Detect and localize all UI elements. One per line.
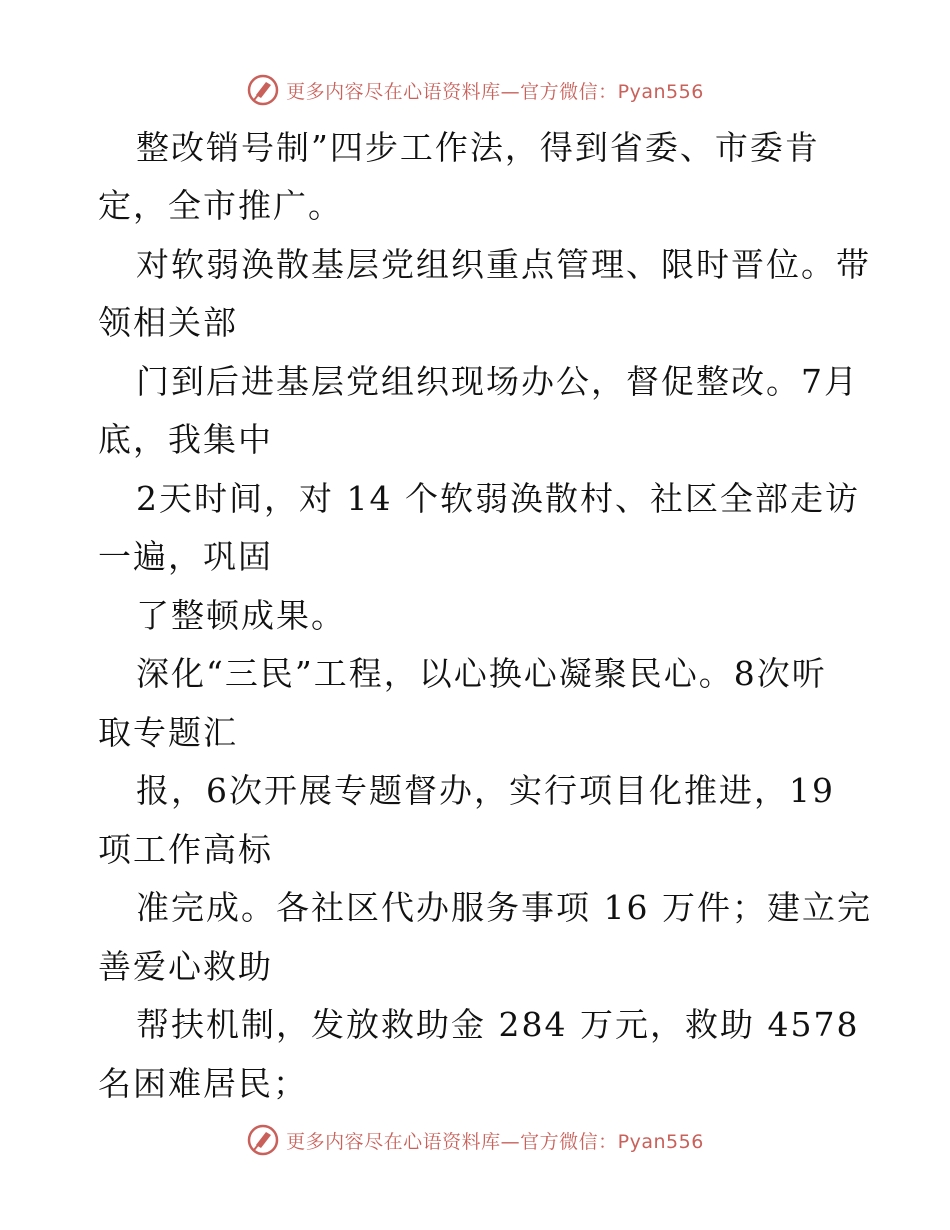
text-line: 定，全市推广。 [98, 186, 343, 225]
text-line: 善爱心救助 [98, 947, 273, 986]
watermark-text: 更多内容尽在心语资料库—官方微信：Pyan556 [286, 80, 704, 103]
text-line: 一遍，巩固 [98, 537, 273, 576]
text-line: 准完成。各社区代办服务事项 16 万件；建立完 [136, 888, 872, 927]
text-line: 门到后进基层党组织现场办公，督促整改。7月 [136, 362, 859, 401]
text-line: 帮扶机制，发放救助金 284 万元，救助 4578 [136, 1005, 860, 1044]
logo-icon [246, 1123, 280, 1157]
text-line: 领相关部 [98, 303, 238, 342]
text-line: 名困难居民； [98, 1064, 308, 1103]
text-line: 底，我集中 [98, 420, 273, 459]
logo-icon [246, 73, 280, 107]
watermark-text: 更多内容尽在心语资料库—官方微信：Pyan556 [286, 1130, 704, 1153]
text-line: 整改销号制”四步工作法，得到省委、市委肯 [136, 128, 820, 167]
text-line: 报，6次开展专题督办，实行项目化推进，19 [136, 771, 835, 810]
text-line: 项工作高标 [98, 830, 273, 869]
text-line: 深化“三民”工程，以心换心凝聚民心。8次听 [136, 654, 827, 693]
header-watermark [0, 70, 950, 110]
text-line: 取专题汇 [98, 713, 238, 752]
text-line: 2天时间，对 14 个软弱涣散村、社区全部走访 [136, 479, 860, 518]
text-line: 了整顿成果。 [136, 596, 346, 635]
text-line: 对软弱涣散基层党组织重点管理、限时晋位。带 [136, 245, 871, 284]
footer-watermark [0, 1120, 950, 1160]
